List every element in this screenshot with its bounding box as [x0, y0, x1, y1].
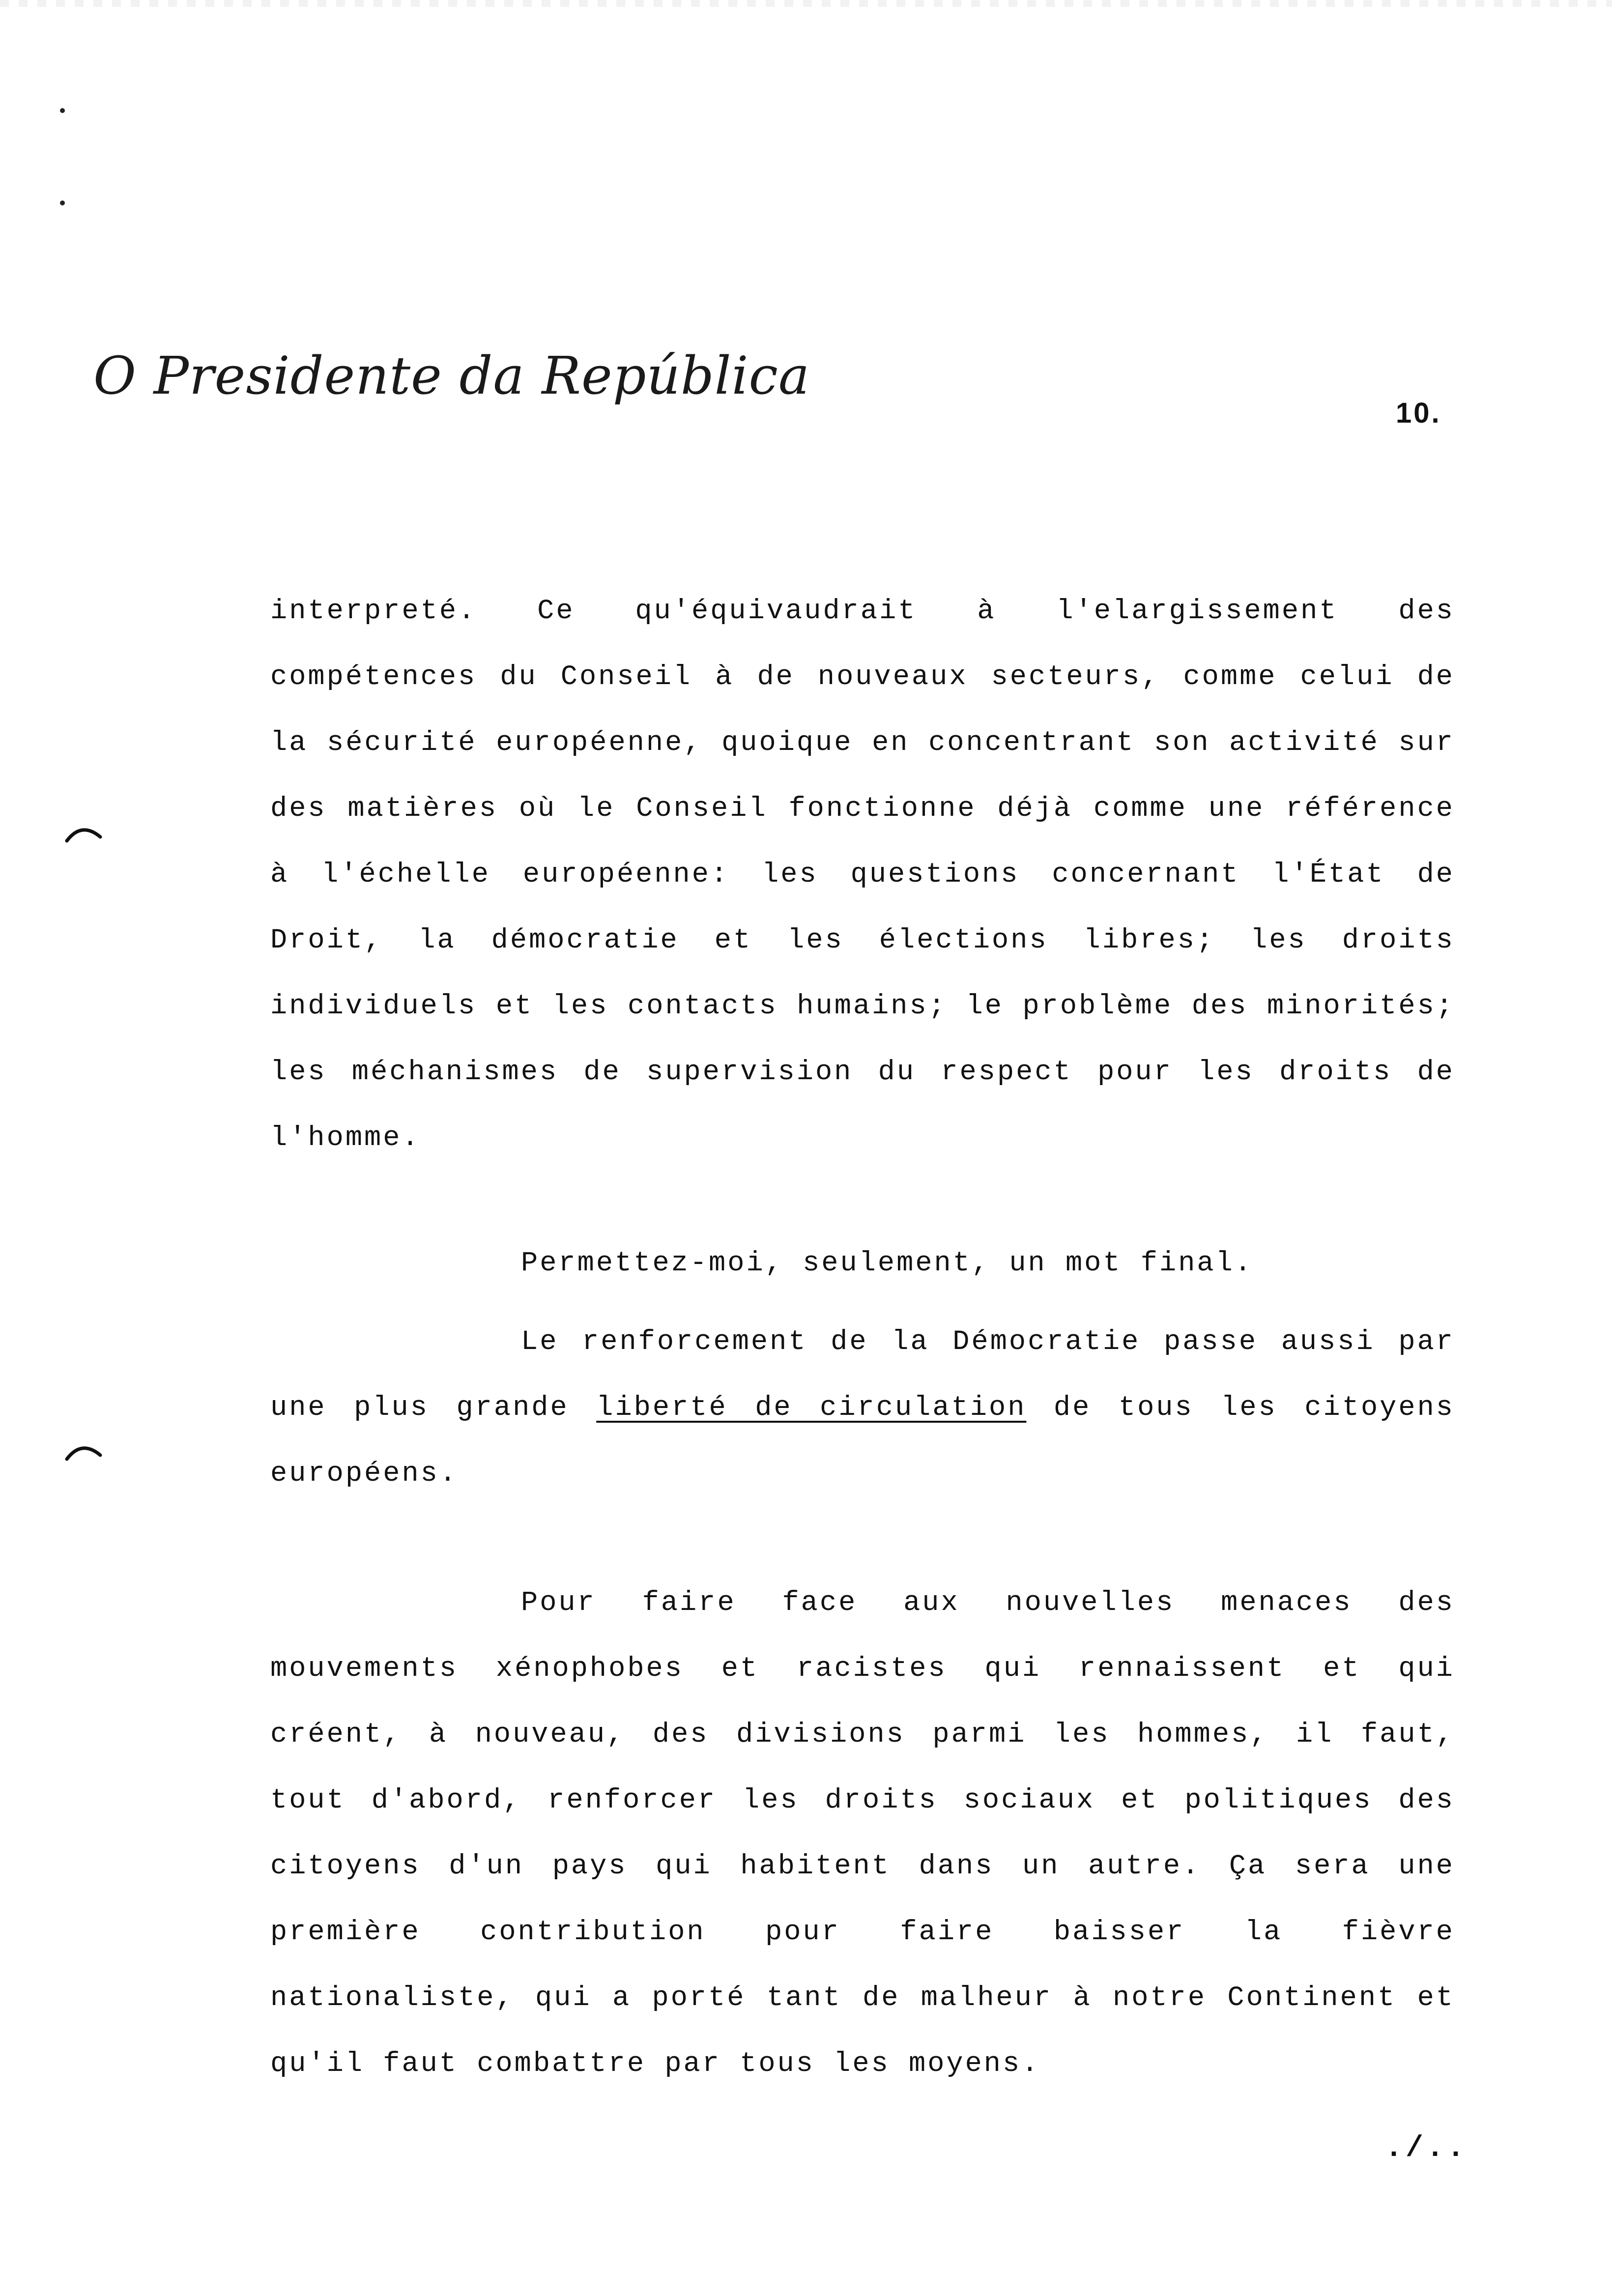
- underlined-phrase: liberté de circulation: [596, 1392, 1027, 1424]
- continuation-mark: ./..: [1385, 2132, 1468, 2165]
- letterhead-title: O Presidente da República: [93, 345, 810, 406]
- hole-punch-arc-icon: [64, 823, 103, 843]
- scan-speck: [60, 108, 65, 113]
- body-paragraph-1: interpreté. Ce qu'équivaudrait à l'elargissement des compétences du Conseil à de nouveaux secteurs, comme celui de la sécurité européenne, quoique en concentrant son activité sur des matières où le Conseil fonctionne déjà comme une référence à l'échelle européenne: les questions concernant l'État de Droit, la démocratie et les élections libres; les droits individuels et les contacts humains; le problème des minorités; les méchanismes de supervision du respect pour les droits de l'homme.: [270, 596, 1455, 1154]
- paragraph-3-after: de tous les citoyens européens.: [270, 1392, 1455, 1490]
- body-paragraph-2: Permettez-moi, seulement, un mot final.: [521, 1248, 1254, 1279]
- scan-top-edge: [0, 0, 1612, 7]
- paragraph-3-before: Le renforcement de la Démocratie passe aussi par une plus grande: [270, 1326, 1455, 1424]
- body-paragraph-3: [270, 1309, 1455, 1507]
- hole-punch-arc-icon: [64, 1441, 103, 1461]
- page-number: 10.: [1396, 397, 1441, 429]
- scan-speck: [60, 201, 65, 205]
- body-paragraph-4: Pour faire face aux nouvelles menaces des mouvements xénophobes et racistes qui rennaissent et qui créent, à nouveau, des divisions parmi les hommes, il faut, tout d'abord, renforcer les droits sociaux et politiques des citoyens d'un pays qui habitent dans un autre. Ça sera une première contribution pour faire baisser la fièvre nationaliste, qui a porté tant de malheur à notre Continent et qu'il faut combattre par tous les moyens.: [270, 1587, 1455, 2080]
